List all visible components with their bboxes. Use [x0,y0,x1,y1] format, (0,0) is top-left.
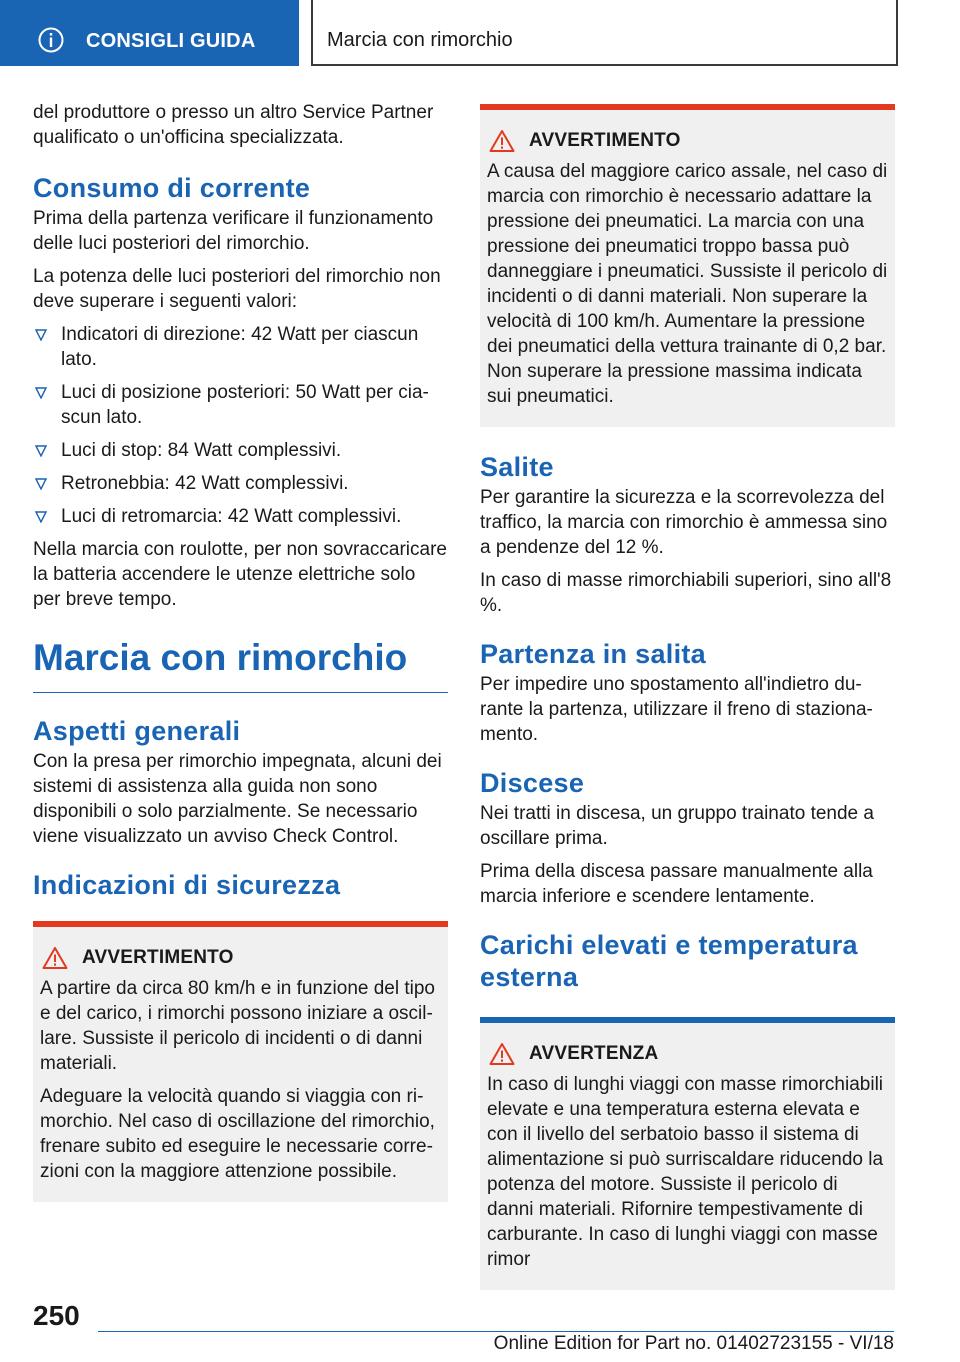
warning-triangle-icon [489,1042,515,1066]
heading-carichi: Carichi elevati e temperatura esterna [480,930,858,992]
list-item-text: Retronebbia: 42 Watt complessivi. [61,473,349,494]
page-title: Marcia con rimorchio [327,29,513,51]
page-number: 250 [33,1300,80,1331]
consumo-para3: Nella marcia con roulotte, per non sovraccaricare la batteria accendere le utenze elettriche solo per breve tempo. [33,539,447,610]
triangle-bullet-icon [35,445,47,457]
caution-para: In caso di lunghi viaggi con masse rimorchiabili elevate e una temperatura esterna elevata e con il livello del serbatoio basso il sistema di alimentazione si può surriscaldare riducendo la potenza del motore. Sussiste il pericolo di danni materiali. Rifornire tempestivamente di carburante. In caso di lunghi viaggi con masse rimor [487,1074,884,1270]
discese-para2: Prima della discesa passare manualmente alla marcia inferiore e scendere lentamente. [480,861,873,907]
intro-text: del produttore o presso un altro Service Partner qualificato o un'officina specializzata. [33,102,434,148]
heading-sicurezza: Indicazioni di sicurezza [33,870,341,900]
heading-aspetti: Aspetti generali [33,716,241,746]
warning-title: AVVERTIMENTO [529,130,681,151]
warning-triangle-icon [42,946,68,970]
consumo-para2: La potenza delle luci posteriori del rimorchio non deve superare i seguenti valori: [33,266,441,312]
list-item [33,322,448,372]
warning-para: A causa del maggiore carico assale, nel caso di marcia con rimorchio è necessario adattare la pressione dei pneumatici. La marcia con una pressione dei pneumatici troppo bassa può danneggiare i pneumatici. Sussiste il pericolo di incidenti o di danni materiali. Non superare la velocità di 100 km/h. Aumentare la pressione dei pneumatici della vettura trainante di 0,2 bar. Non superare la pressione massima indicata sui pneumatici. [487,161,888,407]
warning-para: Adeguare la velocità quando si viaggia con rimorchio. Nel caso di oscillazione del rimorchio, frenare subito ed eseguire le necessarie correzioni con la maggiore attenzione possibile. [40,1086,435,1182]
heading-partenza: Partenza in salita [480,639,706,669]
right-column [480,104,895,1290]
heading-salite: Salite [480,452,554,482]
page-header [311,0,898,66]
warning-box [480,104,895,427]
partenza-para: Per impedire uno spostamento all'indietro durante la partenza, utilizzare il freno di stazionamento. [480,674,873,745]
triangle-bullet-icon [35,511,47,523]
list-item-text: Indicatori di direzione: 42 Watt per ciascun lato. [61,324,419,370]
warning-triangle-icon [489,129,515,153]
aspetti-para: Con la presa per rimorchio impegnata, alcuni dei sistemi di assistenza alla guida non sono disponibili o solo parzialmente. Se necessario viene visualizzato un avviso Check Control. [33,751,442,847]
triangle-bullet-icon [35,329,47,341]
salite-para2: In caso di masse rimorchiabili superiori, sino all'8 %. [480,570,892,616]
info-icon [38,27,64,53]
triangle-bullet-icon [35,387,47,399]
light-power-list [33,322,448,529]
chapter-title: Marcia con rimorchio [33,636,448,693]
consumo-para1: Prima della partenza verificare il funzionamento delle luci posteriori del rimorchio. [33,208,434,254]
list-item-text: Luci di stop: 84 Watt complessivi. [61,440,342,461]
caution-title: AVVERTENZA [529,1043,659,1064]
list-item [33,438,448,463]
list-item-text: Luci di retromarcia: 42 Watt complessivi. [61,506,402,527]
salite-para1: Per garantire la sicurezza e la scorrevolezza del traffico, la marcia con rimorchio è ammessa sino a pendenze del 12 %. [480,487,888,558]
section-tab [0,0,299,66]
list-item [33,471,448,496]
list-item-text: Luci di posizione posteriori: 50 Watt per ciascun lato. [61,382,429,428]
triangle-bullet-icon [35,478,47,490]
footer-edition-text: Online Edition for Part no. 01402723155 - VI/18 [493,1333,894,1354]
list-item [33,504,448,529]
caution-box [480,1017,895,1290]
left-column [33,100,448,1202]
warning-para: A partire da circa 80 km/h e in funzione del tipo e del carico, i rimorchi possono iniziare a oscillare. Sussiste il pericolo di incidenti o di danni materiali. [40,978,436,1074]
heading-discese: Discese [480,768,585,798]
warning-title: AVVERTIMENTO [82,947,234,968]
discese-para1: Nei tratti in discesa, un gruppo trainato tende a oscillare prima. [480,803,874,849]
section-label: CONSIGLI GUIDA [86,30,256,52]
list-item [33,380,448,430]
warning-box [33,921,448,1202]
heading-consumo: Consumo di corrente [33,173,311,203]
